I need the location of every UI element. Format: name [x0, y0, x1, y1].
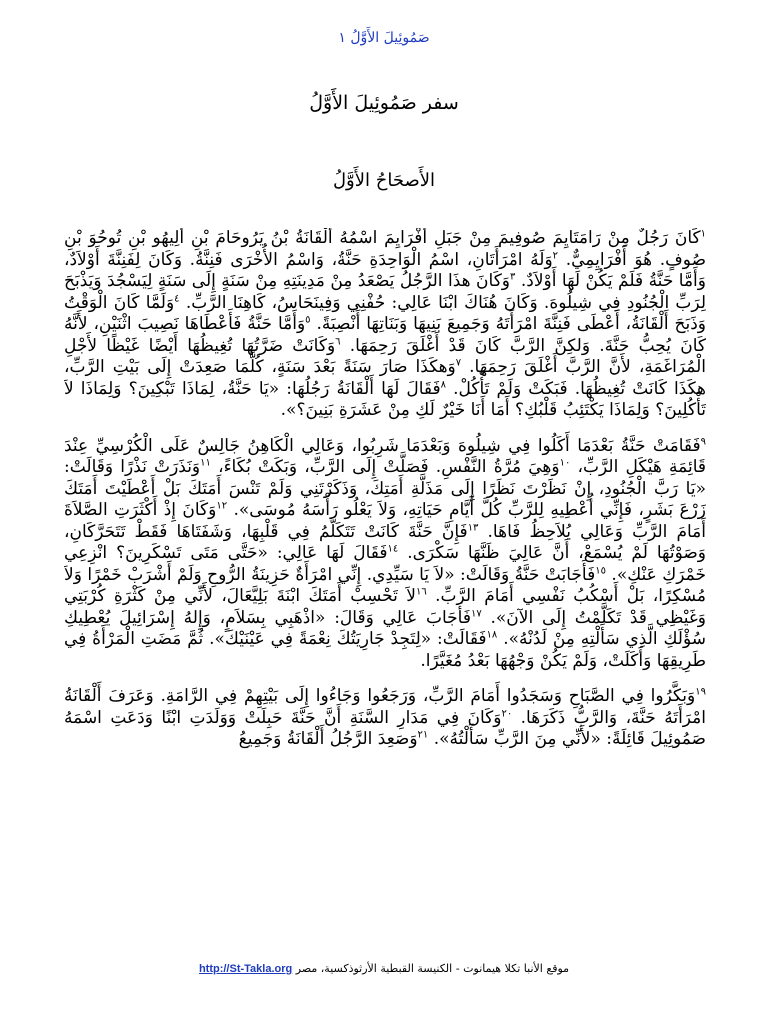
verse-text: وَلَمَّا كَانَ الْوَقْتُ وَذَبَحَ أَلْقَانَةُ، أَعْطَى فَنِنَّةَ امْرَأَتَهُ وَجَمِيعَ بَنِيهَا وَبَنَاتِهَا أَنْصِبَةً.	[64, 292, 706, 334]
verse-number: ١٤	[387, 543, 399, 555]
verse-number: ١٦	[415, 586, 427, 598]
verse-number: ٢	[552, 249, 559, 261]
verse-number: ١٢	[216, 500, 228, 512]
verse-number: ٣	[510, 271, 516, 283]
verse-number: ٥	[305, 314, 311, 326]
verse-text: وَصَعِدَ الرَّجُلُ أَلْقَانَةُ وَجَمِيعُ	[238, 729, 418, 749]
verse-text: وَكَانَ هذَا الرَّجُلُ يَصْعَدُ مِنْ مَدِينَتِهِ مِنْ سَنَةٍ إِلَى سَنَةٍ لِيَسْجُدَ وَيَذْبَحَ لِرَبِّ الْجُنُودِ فِي شِيلُوهَ. وَكَانَ هُنَاكَ ابْنَا عَالِي: حُفْنِي وَفِينَحَاسُ، كَاهِنَا الرَّبِّ.	[64, 271, 706, 313]
verse-text: وَكَانَتْ ضَرَّتُهَا تُغِيظُهَا أَيْضًا غَيْظًا لأَجْلِ الْمُرَاغَمَةِ، لأَنَّ الرَّبَّ أَغْلَقَ رَحِمَهَا.	[64, 335, 706, 377]
verse-text: وَلَهُ امْرَأَتَانِ، اسْمُ الْوَاحِدَةِ حَنَّةُ، وَاسْمُ الأُخْرَى فَنِنَّةُ. وَكَانَ لِفَنِنَّةَ أَوْلاَدٌ، وَأَمَّا حَنَّةُ فَلَمْ يَكُنْ لَهَا أَوْلاَدٌ.	[64, 249, 706, 291]
verse-number: ١١	[200, 457, 211, 469]
verse-text: فَأَجَابَتْ حَنَّةُ وَقَالَتْ: «لاَ يَا سَيِّدِي. إِنِّي امْرَأَةٌ حَزِينَةُ الرُّوحِ وَلَمْ أَشْرَبْ خَمْرًا وَلاَ مُسْكِرًا، بَلْ أَسْكُبُ نَفْسِي أَمَامَ الرَّبِّ.	[64, 564, 706, 606]
chapter-text	[64, 228, 706, 943]
verse-number: ١٠	[559, 457, 571, 469]
verse-text: وَنَذَرَتْ نَذْرًا وَقَالَتْ: «يَا رَبَّ الْجُنُودِ، إِنْ نَظَرْتَ نَظَرًا إِلَى مَذَلَّةِ أَمَتِكَ، وَذَكَرْتَنِي وَلَمْ تَنْسَ أَمَتَكَ بَلْ أَعْطَيْتَ أَمَتَكَ زَرْعَ بَشَرٍ، فَإِنِّي أُعْطِيهِ لِلرَّبِّ كُلَّ أَيَّامِ حَيَاتِهِ، وَلاَ يَعْلُو رَأْسَهُ مُوسَى».	[64, 457, 706, 520]
site-link[interactable]: http://St-Takla.org	[198, 963, 293, 975]
verse	[239, 729, 429, 749]
verse-text: كَانَ رَجُلٌ مِنْ رَامَتَايِمَ صُوفِيمَ مِنْ جَبَلِ أَفْرَايِمَ اسْمُهُ أَلْقَانَةُ بْنُ يَرُوحَامَ بْنِ أَلِيهُو بْنِ تُوحُوَ بْنِ صُوفٍ. هُوَ أَفْرَايِمِيٌّ.	[64, 228, 706, 270]
verse-text: وَكَانَ فِي مَدَارِ السَّنَةِ أَنَّ حَنَّةَ حَبِلَتْ وَوَلَدَتِ ابْنًا وَدَعَتِ اسْمَهُ صَمُوئِيلَ قَائِلَةً: «لأَنِّي مِنَ الرَّبِّ سَأَلْتُهُ».	[64, 707, 706, 749]
verse-number: ١٣	[467, 521, 479, 533]
verse-text: وَهكَذَا صَارَ سَنَةً بَعْدَ سَنَةٍ، كُلَّمَا صَعِدَتْ إِلَى بَيْتِ الرَّبِّ، هكَذَا كَانَتْ تُغِيظُهَا. فَبَكَتْ وَلَمْ تَأْكُلْ.	[64, 357, 706, 399]
verse-number: ٧	[455, 357, 462, 369]
verse-number: ١٥	[595, 564, 606, 576]
paragraph	[64, 436, 706, 673]
verse-number: ١٩	[695, 686, 706, 698]
verse	[218, 457, 570, 477]
verse-text: فَأَجَابَ عَالِي وَقَالَ: «اذْهَبِي بِسَلاَمٍ، وَإِلهُ إِسْرَائِيلَ يُعْطِيكِ سُؤْلَكِ الَّذِي سَأَلْتِهِ مِنْ لَدُنْهُ».	[64, 607, 706, 649]
verse-text: فَقَامَتْ حَنَّةُ بَعْدَمَا أَكَلُوا فِي شِيلُوهَ وَبَعْدَمَا شَرِبُوا، وَعَالِي الْكَاهِنُ جَالِسٌ عَلَى الْكُرْسِيِّ عِنْدَ قَائِمَةِ هَيْكَلِ الرَّبِّ،	[64, 435, 706, 477]
verse-number: ٨	[440, 378, 447, 390]
verse-number: ٦	[335, 335, 341, 347]
verse-text: وَهِيَ مُرَّةُ النَّفْسِ. فَصَلَّتْ إِلَى الرَّبِّ، وَبَكَتْ بُكَاءً،	[218, 457, 560, 477]
verse-text: فَقَالَ لَهَا أَلْقَانَةُ رَجُلُهَا: «يَا حَنَّةُ، لِمَاذَا تَبْكِينَ؟ وَلِمَاذَا لاَ تَأْكُلِينَ؟ وَلِمَاذَا يَكْتَئِبُ قَلْبُكِ؟ أَمَا أَنَا خَيْرٌ لَكِ مِنْ عَشَرَةِ بَنِينَ؟».	[64, 378, 706, 420]
verse-text: فَقَالَ لَهَا عَالِي: «حَتَّى مَتَى تَسْكَرِينَ؟ انْزِعِي خَمْرَكِ عَنْكِ».	[64, 543, 706, 585]
page-footer	[0, 962, 768, 975]
verse-text: وَكَانَ إِذْ أَكْثَرَتِ الصَّلاَةَ أَمَامَ الرَّبِّ وَعَالِي يُلاَحِظُ فَاهَا.	[64, 500, 706, 542]
verse-text: لاَ تَحْسِبْ أَمَتَكَ ابْنَةَ بَلِيَّعَالَ، لأَنِّي مِنْ كَثْرَةِ كُرْبَتِي وَغَيْظِي قَدْ تَكَلَّمْتُ إِلَى الآنَ».	[64, 586, 706, 628]
verse-text: وَبَكَّرُوا فِي الصَّبَاحِ وَسَجَدُوا أَمَامَ الرَّبِّ، وَرَجَعُوا وَجَاءُوا إِلَى بَيْتِهِمْ فِي الرَّامَةِ. وَعَرَفَ أَلْقَانَةُ امْرَأَتَهُ حَنَّةَ، وَالرَّبُّ ذَكَرَهَا.	[64, 686, 706, 728]
verse-text: فَقَالَتْ: «لِتَجِدْ جَارِيَتُكَ نِعْمَةً فِي عَيْنَيْكَ». ثُمَّ مَضَتِ الْمَرْأَةُ فِي طَرِيقِهَا وَأَكَلَتْ، وَلَمْ يَكُنْ وَجْهُهَا بَعْدُ مُغَيَّرًا.	[64, 629, 706, 671]
verse-number: ٢١	[417, 729, 429, 741]
verse-text: فَإِنَّ حَنَّةَ كَانَتْ تَتَكَلَّمُ فِي قَلْبِهَا، وَشَفَتَاهَا فَقَطْ تَتَحَرَّكَانِ، وَصَوْتُهَا لَمْ يُسْمَعْ، أَنَّ عَالِيَ ظَنَّهَا سَكْرَى.	[64, 521, 706, 563]
paragraph	[64, 228, 706, 422]
footer-site-text: موقع الأنبا تكلا هيمانوت - الكنيسة القبطية الأرثوذكسية، مصر	[295, 962, 570, 975]
chapter-title: الأَصحَاحُ الأَوَّلُ	[332, 170, 436, 191]
book-title: سفر صَمُوئِيلَ الأَوَّلُ	[309, 92, 459, 114]
verse-number: ٩	[700, 435, 706, 447]
verse-text: وَأَمَّا حَنَّةُ فَأَعْطَاهَا نَصِيبَ اثْنَيْنِ، لأَنَّهُ كَانَ يُحِبُّ حَنَّةَ. وَلكِنَّ الرَّبَّ كَانَ قَدْ أَغْلَقَ رَحِمَهَا.	[64, 314, 706, 356]
paragraph	[64, 686, 706, 751]
running-header: صَمُوئِيلَ الأَوَّلُ ١	[338, 30, 430, 46]
verse-number: ١٨	[486, 629, 498, 641]
verse-number: ٤	[174, 292, 180, 304]
verse-number: ٢٠	[501, 707, 513, 719]
verse-number: ١٧	[470, 607, 482, 619]
verse-number: ١	[700, 228, 706, 240]
